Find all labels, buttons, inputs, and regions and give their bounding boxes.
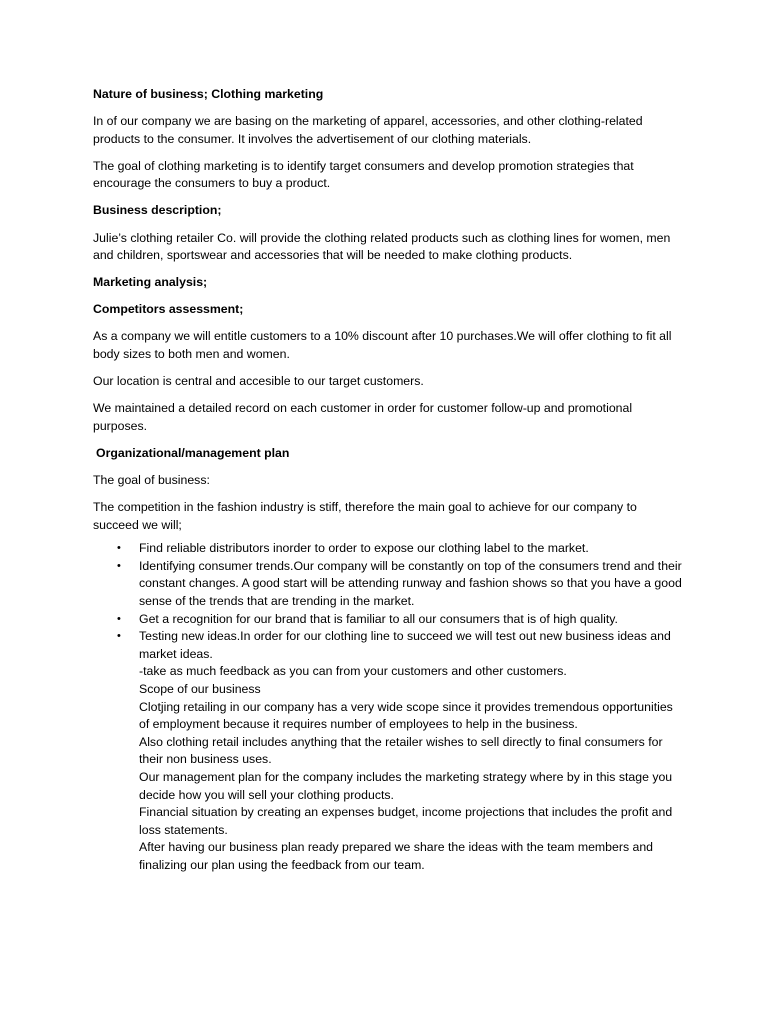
paragraph-competition: The competition in the fashion industry is stiff, therefore the main goal to achieve for our company to succeed we will; [93,500,637,532]
list-item [93,540,683,558]
feedback-line: -take as much feedback as you can from your customers and other customers. [139,664,567,679]
list-item [93,628,683,874]
paragraph-goal-of-marketing: The goal of clothing marketing is to identify target consumers and develop promotion strategies that encourage the consumers to buy a product. [93,158,634,191]
bullet-icon: • [117,630,121,643]
heading-marketing-analysis: Marketing analysis; [93,275,208,290]
list-item [93,558,683,611]
paragraph-discount: As a company we will entitle customers to a 10% discount after 10 purchases.We will offer clothing to fit all body sizes to both men and women. [93,329,672,362]
paragraph-customer-record: We maintained a detailed record on each customer in order for customer follow-up and promotional purposes. [93,401,633,433]
goals-list [93,540,683,874]
list-item-text: Testing new ideas.In order for our clothing line to succeed we will test out new business ideas and market ideas. [139,629,671,661]
list-item-text: Get a recognition for our brand that is familiar to all our consumers that is of high quality. [139,611,618,626]
bullet-icon: • [117,542,121,555]
heading-nature-of-business: Nature of business; Clothing marketing [93,87,324,101]
business-plan-ready-paragraph: After having our business plan ready prepared we share the ideas with the team members and finalizing our plan using the feedback from our team. [139,840,654,872]
paragraph-intro: In of our company we are basing on the marketing of apparel, accessories, and other clothing-related products to the consumer. It involves the advertisement of our clothing materials. [93,114,643,146]
paragraph-location: Our location is central and accesible to our target customers. [93,374,424,389]
scope-paragraph-retail: Also clothing retail includes anything that the retailer wishes to sell directly to final consumers for their non business uses. [139,734,663,767]
document-body [93,86,683,875]
bullet-icon: • [117,612,121,625]
paragraph-business-description: Julie’s clothing retailer Co. will provide the clothing related products such as clothing lines for women, men and children, sportswear and accessories that will be needed to make clothing products. [93,230,671,263]
paragraph-goal-of-business: The goal of business: [93,473,210,487]
list-item [93,611,683,629]
bullet-icon: • [117,559,121,572]
management-plan-paragraph: Our management plan for the company includes the marketing strategy where by in this stage you decide how you will sell your clothing products. [139,770,673,802]
heading-business-description: Business description; [93,203,222,218]
heading-organizational-plan: Organizational/management plan [96,445,290,460]
scope-heading: Scope of our business [139,682,261,697]
scope-paragraph-employment: Clotjing retailing in our company has a very wide scope since it provides tremendous opportunities of employment because it requires number of employees to help in the business. [139,699,673,732]
list-item-text: Identifying consumer trends.Our company will be constantly on top of the consumers trend and their constant changes. A good start will be attending runway and fashion shows so that you have a good sense of the trends that are trending in the market. [139,558,682,609]
list-item-text: Find reliable distributors inorder to order to expose our clothing label to the market. [139,541,589,556]
heading-competitors-assessment: Competitors assessment; [93,302,244,317]
financial-situation-paragraph: Financial situation by creating an expenses budget, income projections that includes the profit and loss statements. [139,805,673,837]
